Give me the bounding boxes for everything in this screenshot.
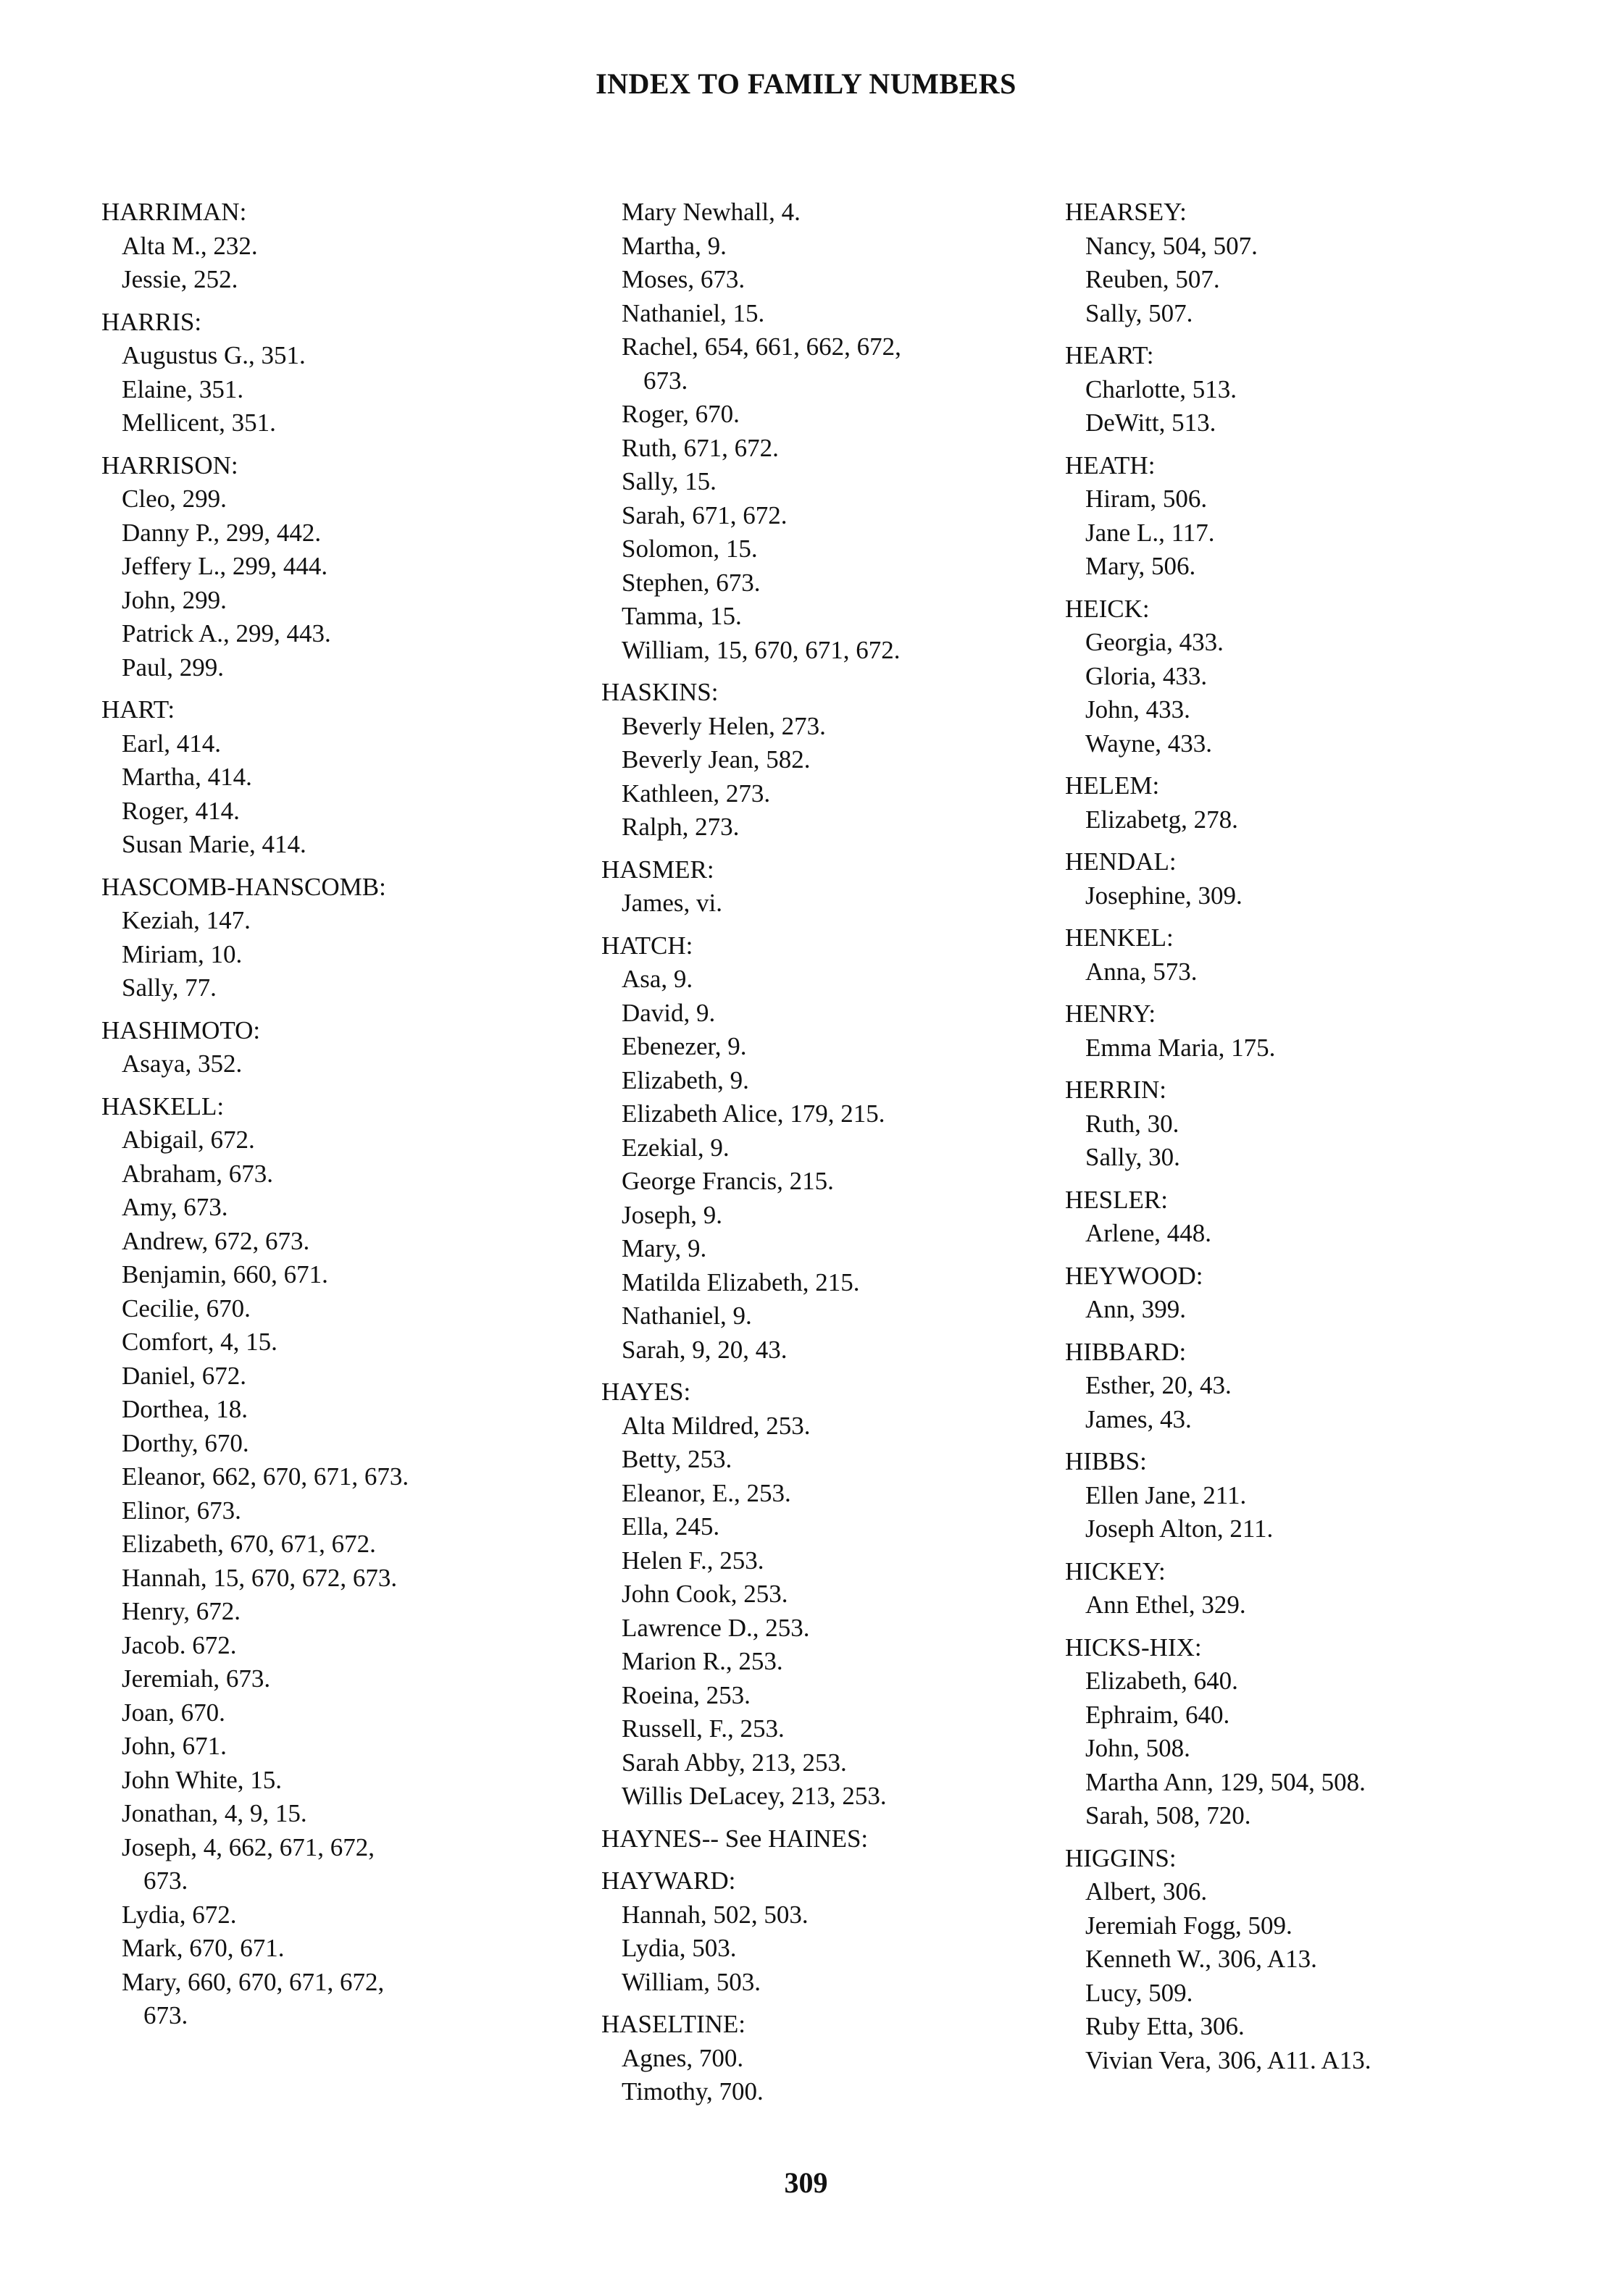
index-entry-group: [601, 853, 1051, 921]
index-entry: Joan, 670.: [122, 1698, 225, 1727]
page-number: 309: [784, 2166, 828, 2199]
index-entry: John, 433.: [1085, 695, 1190, 724]
index-entry: Elizabeth, 640.: [1085, 1667, 1238, 1695]
surname-heading: HIBBARD:: [1065, 1337, 1187, 1366]
surname-heading: HARRIMAN:: [101, 198, 247, 226]
index-entry: Sally, 77.: [122, 973, 217, 1002]
index-entry: Martha, 9.: [622, 231, 727, 260]
index-entry-group: [601, 676, 1051, 845]
index-entry: Susan Marie, 414.: [122, 830, 306, 858]
index-entry: Jeffery L., 299, 444.: [122, 552, 328, 580]
index-entry: Arlene, 448.: [1085, 1219, 1211, 1247]
index-entry: Hiram, 506.: [1085, 485, 1208, 513]
index-entry: Sally, 15.: [622, 467, 717, 495]
index-entry: Betty, 253.: [622, 1445, 732, 1473]
index-entry: Amy, 673.: [122, 1193, 228, 1221]
surname-heading: HENRY:: [1065, 1000, 1156, 1028]
index-entry: Tamma, 15.: [622, 602, 742, 630]
index-entry-group: [601, 1864, 1051, 1999]
index-entry: Roger, 670.: [622, 400, 740, 428]
index-entry-group: [101, 1090, 565, 2033]
index-entry: Cleo, 299.: [122, 485, 227, 513]
index-entry: Sarah, 671, 672.: [622, 500, 788, 529]
index-entry: Jane L., 117.: [1085, 518, 1215, 547]
index-entry-group: [601, 1375, 1051, 1814]
index-entry: Martha Ann, 129, 504, 508.: [1085, 1767, 1366, 1796]
index-entry: James, 43.: [1085, 1404, 1192, 1433]
index-entry: Sarah Abby, 213, 253.: [622, 1748, 847, 1777]
index-entry-group: [1065, 1445, 1558, 1546]
index-entry: Cecilie, 670.: [122, 1294, 251, 1323]
index-entry: Ebenezer, 9.: [622, 1032, 747, 1060]
index-entry: Anna, 573.: [1085, 957, 1198, 986]
index-entry: Moses, 673.: [622, 265, 746, 293]
index-entry: Jeremiah, 673.: [122, 1664, 271, 1693]
index-entry: Jeremiah Fogg, 509.: [1085, 1911, 1292, 1940]
index-entry: Keziah, 147.: [122, 906, 251, 934]
surname-heading: HEATH:: [1065, 451, 1156, 479]
index-entry: Beverly Helen, 273.: [622, 711, 826, 740]
surname-heading: HENDAL:: [1065, 847, 1177, 876]
index-entry-group: [101, 1014, 565, 1081]
index-entry-group: [1065, 1260, 1558, 1327]
index-entry: Mark, 670, 671.: [122, 1934, 285, 1962]
index-entry-group: [1065, 1842, 1558, 2078]
index-entry-group: [1065, 196, 1558, 330]
index-entry: William, 15, 670, 671, 672.: [622, 635, 901, 664]
index-entry: William, 503.: [622, 1967, 761, 1996]
surname-heading: HARRIS:: [101, 307, 202, 336]
index-column-3: [1065, 196, 1558, 2077]
index-entry: Benjamin, 660, 671.: [122, 1260, 328, 1289]
index-entry: Ella, 245.: [622, 1512, 720, 1541]
index-entry: Roger, 414.: [122, 796, 240, 825]
surname-heading: HEART:: [1065, 341, 1154, 369]
index-entry-continuation: 673.: [643, 366, 688, 395]
index-entry: Comfort, 4, 15.: [122, 1328, 277, 1356]
index-entry: George Francis, 215.: [622, 1167, 834, 1195]
index-entry: Georgia, 433.: [1085, 628, 1224, 656]
index-entry-group: [1065, 339, 1558, 440]
index-entry: Joseph Alton, 211.: [1085, 1514, 1274, 1543]
index-entry: Danny P., 299, 442.: [122, 518, 322, 547]
index-entry-group: [1065, 845, 1558, 913]
index-entry: Elizabetg, 278.: [1085, 805, 1238, 834]
index-entry: Wayne, 433.: [1085, 729, 1213, 758]
index-entry-group: [1065, 1183, 1558, 1251]
index-entry-group: [101, 306, 565, 440]
page-title: INDEX TO FAMILY NUMBERS: [596, 67, 1016, 100]
index-entry: Dorthea, 18.: [122, 1395, 248, 1423]
index-entry: Ruth, 671, 672.: [622, 433, 779, 462]
index-entry: Ezekial, 9.: [622, 1133, 730, 1162]
index-entry: Nathaniel, 9.: [622, 1302, 752, 1330]
index-entry: Ellen Jane, 211.: [1085, 1480, 1247, 1509]
index-entry: Elizabeth Alice, 179, 215.: [622, 1099, 885, 1128]
index-entry: Reuben, 507.: [1085, 265, 1220, 293]
index-entry: Russell, F., 253.: [622, 1714, 785, 1743]
index-entry: Nathaniel, 15.: [622, 298, 765, 327]
index-entry: Hannah, 15, 670, 672, 673.: [122, 1563, 398, 1592]
index-entry-group: [1065, 592, 1558, 761]
surname-heading: HAYES:: [601, 1378, 691, 1406]
index-entry: Ralph, 273.: [622, 813, 740, 841]
index-entry: Jonathan, 4, 9, 15.: [122, 1799, 307, 1827]
surname-heading: HASKELL:: [101, 1092, 225, 1120]
index-entry: Kathleen, 273.: [622, 779, 771, 808]
index-entry: Mary, 506.: [1085, 552, 1196, 580]
index-entry-group: [1065, 1336, 1558, 1437]
index-entry: Mellicent, 351.: [122, 408, 276, 437]
index-entry: Elizabeth, 670, 671, 672.: [122, 1530, 376, 1558]
index-entry: Willis DeLacey, 213, 253.: [622, 1782, 887, 1810]
index-entry: Solomon, 15.: [622, 535, 758, 563]
index-entry-group: [601, 2008, 1051, 2109]
index-entry-group: [101, 693, 565, 862]
index-entry: Lucy, 509.: [1085, 1978, 1193, 2007]
index-entry-group: [1065, 1631, 1558, 1833]
index-column-1: [101, 196, 565, 2033]
index-entry: Patrick A., 299, 443.: [122, 619, 331, 648]
index-entry: Hannah, 502, 503.: [622, 1900, 809, 1929]
surname-heading: HART:: [101, 695, 175, 724]
index-entry-group: [601, 196, 1051, 667]
surname-heading: HASKINS:: [601, 678, 719, 706]
surname-heading: HARRISON:: [101, 451, 238, 479]
index-entry: James, vi.: [622, 889, 723, 917]
surname-heading: HICKS-HIX:: [1065, 1633, 1202, 1662]
index-entry-group: [1065, 1073, 1558, 1175]
index-entry: Eleanor, E., 253.: [622, 1478, 791, 1507]
index-entry: Charlotte, 513.: [1085, 374, 1237, 403]
index-entry: Ruth, 30.: [1085, 1109, 1179, 1138]
index-entry: Helen F., 253.: [622, 1546, 764, 1575]
index-entry-group: [601, 1822, 1051, 1856]
index-entry: Daniel, 672.: [122, 1361, 247, 1390]
index-entry-group: [1065, 449, 1558, 584]
index-entry-continuation: 673.: [143, 2001, 188, 2029]
index-entry: Sarah, 508, 720.: [1085, 1801, 1251, 1830]
index-entry: Sally, 507.: [1085, 298, 1193, 327]
index-entry: David, 9.: [622, 998, 716, 1027]
index-entry: Gloria, 433.: [1085, 661, 1208, 690]
index-entry: Elinor, 673.: [122, 1496, 241, 1525]
index-entry: DeWitt, 513.: [1085, 408, 1216, 437]
index-entry: Paul, 299.: [122, 653, 224, 682]
surname-heading: HAYNES-- See HAINES:: [601, 1824, 869, 1853]
index-entry-group: [1065, 1555, 1558, 1622]
index-entry: Lawrence D., 253.: [622, 1613, 810, 1642]
index-entry: Elizabeth, 9.: [622, 1065, 749, 1094]
index-entry: Ruby Etta, 306.: [1085, 2012, 1245, 2040]
index-entry: Asa, 9.: [622, 965, 693, 993]
surname-heading: HERRIN:: [1065, 1076, 1166, 1104]
index-entry: Eleanor, 662, 670, 671, 673.: [122, 1462, 409, 1491]
index-entry: Alta M., 232.: [122, 231, 258, 260]
surname-heading: HEARSEY:: [1065, 198, 1187, 226]
index-column-2: [601, 196, 1051, 2109]
index-entry: Joseph, 9.: [622, 1200, 723, 1229]
surname-heading: HASCOMB-HANSCOMB:: [101, 872, 386, 901]
index-entry: John, 671.: [122, 1732, 227, 1760]
index-entry: John, 508.: [1085, 1734, 1190, 1762]
surname-heading: HAYWARD:: [601, 1866, 736, 1895]
index-entry: Dorthy, 670.: [122, 1428, 249, 1457]
index-entry: Roeina, 253.: [622, 1680, 751, 1709]
index-entry: Agnes, 700.: [622, 2043, 744, 2072]
index-entry: Beverly Jean, 582.: [622, 745, 811, 774]
surname-heading: HESLER:: [1065, 1185, 1168, 1214]
index-entry: Miriam, 10.: [122, 939, 243, 968]
index-entry: Mary Newhall, 4.: [622, 198, 801, 226]
index-entry-group: [1065, 769, 1558, 837]
index-entry: Rachel, 654, 661, 662, 672,: [622, 332, 901, 361]
index-entry: Sally, 30.: [1085, 1143, 1180, 1171]
index-entry: Josephine, 309.: [1085, 881, 1243, 910]
index-entry: Kenneth W., 306, A13.: [1085, 1945, 1317, 1973]
surname-heading: HIGGINS:: [1065, 1843, 1177, 1872]
index-entry: Henry, 672.: [122, 1597, 241, 1625]
index-entry: Ephraim, 640.: [1085, 1700, 1230, 1729]
index-entry: Andrew, 672, 673.: [122, 1226, 310, 1255]
index-entry: Albert, 306.: [1085, 1877, 1208, 1906]
surname-heading: HATCH:: [601, 931, 693, 960]
index-entry: John, 299.: [122, 585, 227, 614]
surname-heading: HICKEY:: [1065, 1556, 1166, 1585]
index-entry: Mary, 9.: [622, 1234, 707, 1262]
surname-heading: HASMER:: [601, 855, 714, 884]
index-entry: Elaine, 351.: [122, 374, 244, 403]
surname-heading: HASHIMOTO:: [101, 1015, 261, 1044]
index-entry: Lydia, 503.: [622, 1934, 737, 1962]
index-entry: Abraham, 673.: [122, 1159, 273, 1188]
index-entry: Lydia, 672.: [122, 1900, 237, 1929]
index-entry: Joseph, 4, 662, 671, 672,: [122, 1832, 375, 1861]
index-entry: Augustus G., 351.: [122, 341, 306, 369]
index-entry: Vivian Vera, 306, A11. A13.: [1085, 2045, 1371, 2074]
index-entry: Timothy, 700.: [622, 2077, 764, 2106]
index-entry: John Cook, 253.: [622, 1580, 788, 1608]
index-entry: Marion R., 253.: [622, 1647, 783, 1675]
surname-heading: HENKEL:: [1065, 923, 1174, 952]
index-entry-group: [101, 196, 565, 297]
index-entry: Mary, 660, 670, 671, 672,: [122, 1967, 385, 1996]
index-entry: Abigail, 672.: [122, 1126, 255, 1154]
index-entry-continuation: 673.: [143, 1866, 188, 1895]
index-entry: Emma Maria, 175.: [1085, 1033, 1276, 1062]
index-entry: Jacob. 672.: [122, 1630, 237, 1659]
index-entry-group: [1065, 921, 1558, 989]
index-entry-group: [601, 929, 1051, 1367]
surname-heading: HEICK:: [1065, 594, 1150, 623]
index-entry: Ann Ethel, 329.: [1085, 1591, 1246, 1619]
surname-heading: HASELTINE:: [601, 2010, 746, 2038]
index-entry: Esther, 20, 43.: [1085, 1371, 1232, 1399]
index-entry: Matilda Elizabeth, 215.: [622, 1268, 860, 1296]
surname-heading: HELEM:: [1065, 771, 1160, 800]
index-entry: Alta Mildred, 253.: [622, 1411, 811, 1440]
index-entry: Ann, 399.: [1085, 1295, 1187, 1323]
surname-heading: HEYWOOD:: [1065, 1261, 1203, 1290]
index-entry: Asaya, 352.: [122, 1049, 243, 1078]
index-entry: Jessie, 252.: [122, 265, 238, 293]
index-entry: Martha, 414.: [122, 763, 252, 791]
index-entry: Stephen, 673.: [622, 568, 761, 597]
index-entry: Nancy, 504, 507.: [1085, 231, 1258, 260]
index-entry-group: [1065, 997, 1558, 1065]
surname-heading: HIBBS:: [1065, 1447, 1147, 1475]
index-entry-group: [101, 871, 565, 1005]
index-entry-group: [101, 449, 565, 685]
index-entry: John White, 15.: [122, 1765, 283, 1794]
index-entry: Earl, 414.: [122, 729, 222, 758]
index-entry: Sarah, 9, 20, 43.: [622, 1335, 788, 1364]
